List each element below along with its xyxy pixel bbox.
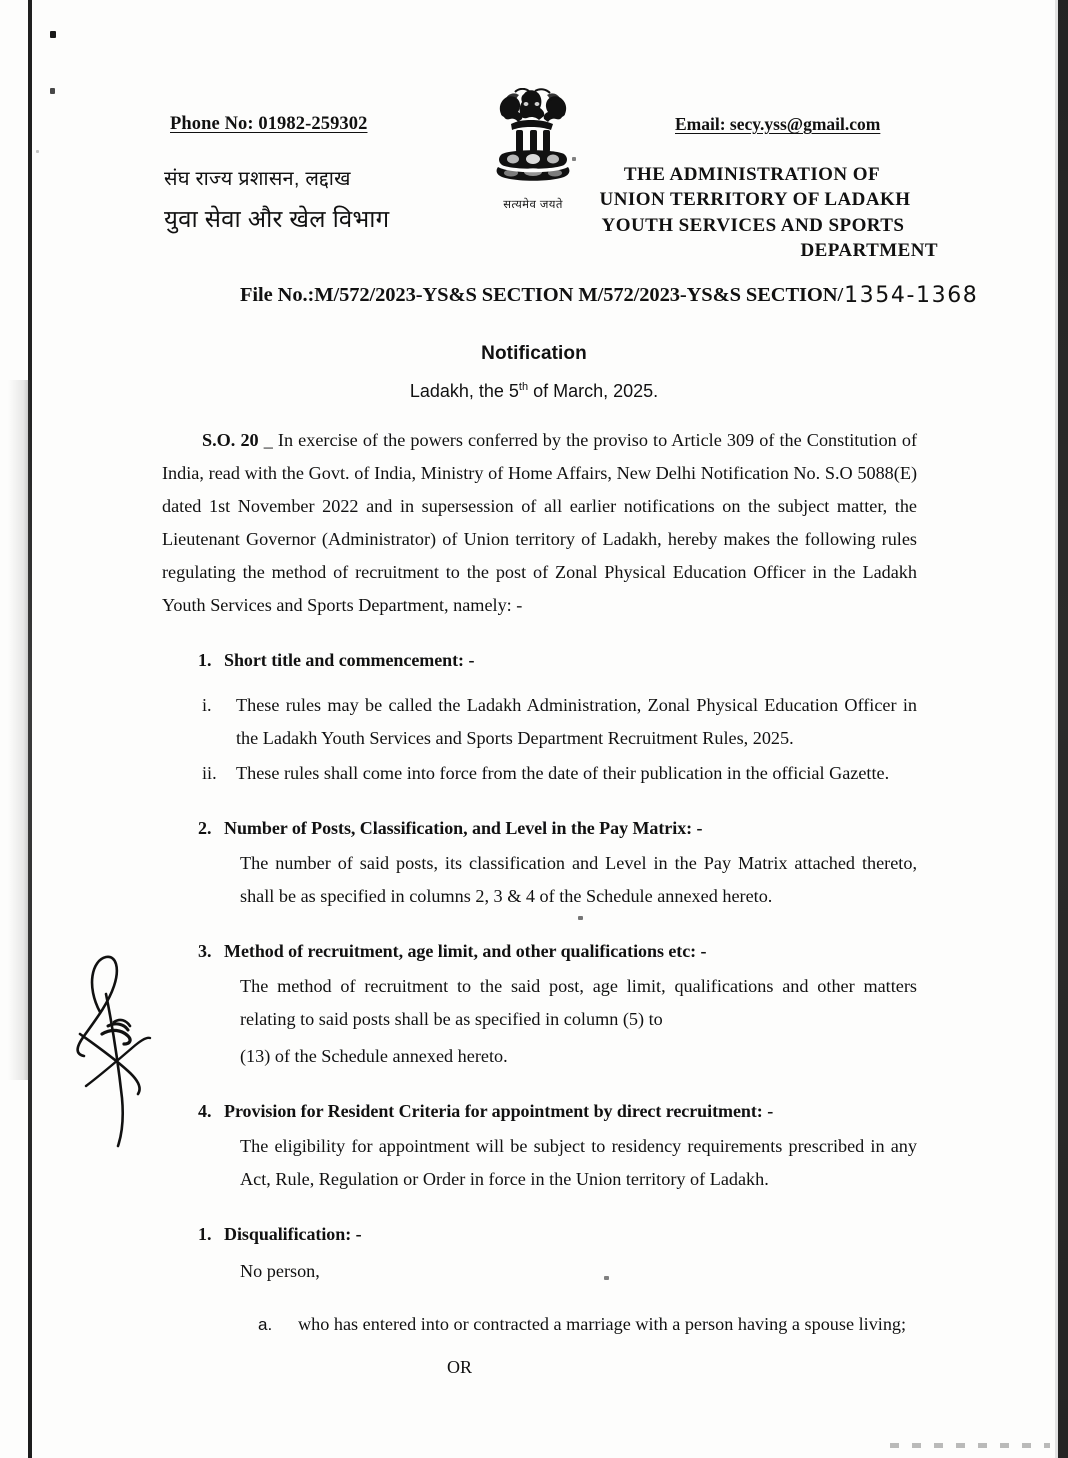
list-item [162,1308,917,1341]
clause-text: who has entered into or contracted a marriage with a person having a spouse living; [298,1314,907,1334]
or-connector: OR [446,1357,472,1377]
scan-edge-left-noise [8,380,30,1080]
section-number: 1. [198,650,212,670]
sub-item-marker: ii. [202,763,217,783]
section-disqualification [162,1218,917,1384]
ashoka-lion-capital-emblem [485,88,581,196]
handwritten-signature [62,938,192,1168]
section-body-text: The method of recruitment to the said post, age limit, qualifications and other matters relating to said posts shall be as specified in column (5) to [240,976,917,1029]
section-body-text: The eligibility for appointment will be subject to residency requirements prescribed in any Act, Rule, Regulation or Order in force in the Union territory of Ladakh. [240,1136,917,1189]
date-ordinal-suffix: th [518,381,529,393]
list-item [162,757,917,790]
section-heading [162,1218,917,1251]
hindi-department-block [164,168,389,233]
section-resident-criteria [162,1095,917,1196]
preamble-text: _ In exercise of the powers conferred by the proviso to Article 309 of the Constitution of India, read with the Govt. of India, Ministry of Home Affairs, New Delhi Notification No. S.O 5088(E) dated 1st November 2022 and in supersession of all earlier notifications on the subject matter, the Lieutenant Governor (Administrator) of Union territory of Ladakh, hereby makes the following rules regulating the method of recruitment to the post of Zonal Physical Education Officer in the Ladakh Youth Services and Sports Department, namely: - [162,430,917,615]
section-number: 2. [198,818,212,838]
statutory-order-label: S.O. 20 [202,430,259,450]
preamble-paragraph [162,424,917,622]
sub-item-marker: i. [202,695,212,715]
scan-speck [36,150,39,153]
scan-edge-right-artifact [1058,0,1068,1458]
document-body [162,424,917,1384]
section-heading-text: Method of recruitment, age limit, and other qualifications etc: - [224,941,707,961]
org-line-union-territory: UNION TERRITORY OF LADAKH [599,189,911,211]
org-line-youth-services: YOUTH SERVICES AND SPORTS [601,214,905,236]
place-date-suffix: of March, 2025. [528,381,659,401]
section-body-continuation: (13) of the Schedule annexed hereto. [240,1046,508,1066]
section-number: 4. [198,1101,212,1121]
file-number-handwritten: 1354-1368 [844,283,979,308]
section-body-text: The number of said posts, its classification and Level in the Pay Matrix attached thereto, shall be as specified in columns 2, 3 & 4 of the Schedule annexed hereto. [240,853,917,906]
section-method-of-recruitment [162,935,917,1073]
section-heading [162,935,917,968]
signature-icon [62,938,192,1168]
section-heading [162,812,917,845]
sub-item-text: These rules shall come into force from the date of their publication in the official Gazette. [236,763,890,783]
section-heading-text: Provision for Resident Criteria for appointment by direct recruitment: - [224,1101,774,1121]
hindi-department-line: युवा सेवा और खेल विभाग [164,206,390,233]
scan-speck [50,88,55,94]
section-heading [162,644,917,677]
place-and-date [0,381,1068,402]
section-heading [162,1095,917,1128]
clause-marker: a. [258,1315,273,1334]
section-number: 1. [198,1224,212,1244]
section-sub-items [162,689,917,790]
disqualification-clauses [162,1308,917,1341]
phone-number: Phone No: 01982-259302 [170,114,368,134]
page-title: Notification [481,343,587,364]
organization-name-block [570,162,940,263]
scan-bottom-smudge [890,1443,1050,1448]
file-number-line [240,283,978,308]
section-number: 3. [198,941,212,961]
list-item [162,689,917,755]
scan-edge-right-inner-strip [1055,0,1058,1458]
email-address: Email: secy.yss@gmail.com [675,114,881,134]
section-number-of-posts [162,812,917,913]
place-date-prefix: Ladakh, the 5 [409,381,519,401]
sub-item-text: These rules may be called the Ladakh Administration, Zonal Physical Education Officer in the Ladakh Youth Services and Sports Department Recruitment Rules, 2025. [236,695,917,748]
scan-speck [50,31,56,38]
org-line-department: DEPARTMENT [800,239,938,261]
section-heading-text: Disqualification: - [224,1224,362,1244]
satyamev-jayate-motto: सत्यमेव जयते [503,199,563,211]
disqualification-lead-text: No person, [240,1261,320,1281]
section-heading-text: Short title and commencement: - [224,650,475,670]
hindi-administration-line: संघ राज्य प्रशासन, लद्दाख [164,168,351,190]
file-number-printed: File No.:M/572/2023-YS&S SECTION M/572/2023-YS&S SECTION/ [240,284,844,306]
org-line-administration: THE ADMINISTRATION OF [623,164,881,185]
section-heading-text: Number of Posts, Classification, and Level in the Pay Matrix: - [224,818,703,838]
section-short-title [162,644,917,790]
